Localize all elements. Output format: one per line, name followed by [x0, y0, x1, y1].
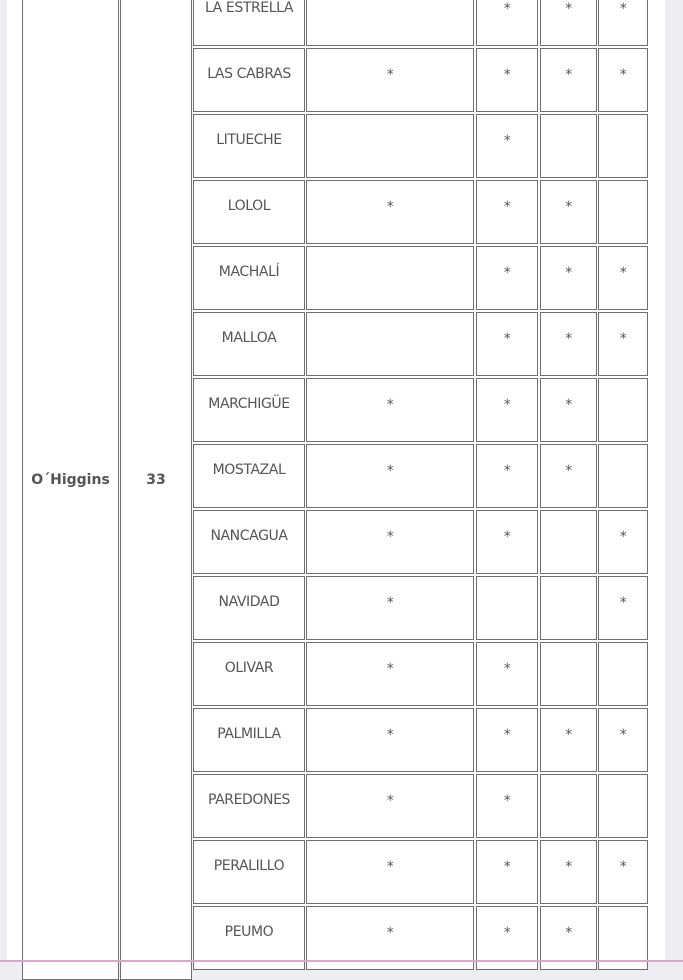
commune-name-cell — [193, 48, 305, 112]
mark-cell-2 — [476, 246, 538, 310]
commune-name-cell — [193, 642, 305, 706]
commune-name-cell — [193, 0, 305, 46]
mark-cell-3 — [540, 774, 597, 838]
mark: * — [619, 265, 627, 281]
mark: * — [503, 859, 511, 875]
commune-name: MARCHIGÜE — [208, 396, 290, 412]
mark: * — [386, 793, 394, 809]
mark-cell-3 — [540, 378, 597, 442]
commune-name-cell — [193, 840, 305, 904]
mark-cell-4 — [598, 180, 648, 244]
mark-cell-4 — [598, 708, 648, 772]
mark: * — [565, 199, 572, 215]
mark: * — [619, 727, 627, 743]
mark: * — [503, 1, 511, 17]
commune-name: PAREDONES — [207, 792, 291, 808]
mark-cell-3 — [540, 840, 597, 904]
mark-cell-1 — [306, 0, 474, 46]
commune-name: LAS CABRAS — [207, 66, 291, 82]
mark-cell-3 — [540, 708, 597, 772]
commune-name: LOLOL — [227, 198, 271, 214]
mark-cell-2 — [476, 510, 538, 574]
mark: * — [565, 265, 572, 281]
mark-cell-1 — [306, 708, 474, 772]
mark: * — [503, 133, 511, 149]
mark: * — [503, 199, 511, 215]
mark-cell-4 — [598, 444, 648, 508]
mark: * — [619, 859, 627, 875]
commune-name: LA ESTRELLA — [204, 0, 294, 16]
mark-cell-3 — [540, 510, 597, 574]
commune-count: 33 — [146, 472, 166, 488]
mark-cell-3 — [540, 576, 597, 640]
mark-cell-3 — [540, 48, 597, 112]
mark-cell-2 — [476, 180, 538, 244]
commune-name: LITUECHE — [216, 132, 282, 148]
mark-cell-4 — [598, 114, 648, 178]
mark: * — [503, 67, 511, 83]
mark-cell-2 — [476, 378, 538, 442]
mark-cell-1 — [306, 180, 474, 244]
mark-cell-4 — [598, 642, 648, 706]
mark: * — [386, 67, 394, 83]
commune-name: PERALILLO — [213, 858, 285, 874]
commune-name-cell — [193, 378, 305, 442]
mark: * — [619, 67, 627, 83]
mark: * — [619, 331, 627, 347]
mark: * — [565, 331, 572, 347]
mark: * — [503, 661, 511, 677]
mark: * — [565, 463, 572, 479]
commune-count-cell — [120, 0, 192, 980]
mark-cell-1 — [306, 444, 474, 508]
mark-cell-3 — [540, 444, 597, 508]
mark-cell-1 — [306, 312, 474, 376]
mark-cell-1 — [306, 48, 474, 112]
mark: * — [503, 925, 511, 941]
mark-cell-2 — [476, 0, 538, 46]
mark-cell-1 — [306, 774, 474, 838]
mark: * — [503, 727, 511, 743]
commune-name-cell — [193, 246, 305, 310]
commune-name: PALMILLA — [217, 726, 281, 742]
commune-name: MALLOA — [221, 330, 277, 346]
mark: * — [503, 793, 511, 809]
mark: * — [503, 265, 511, 281]
mark: * — [565, 925, 572, 941]
mark: * — [386, 859, 394, 875]
mark-cell-1 — [306, 378, 474, 442]
mark: * — [565, 67, 572, 83]
mark-cell-2 — [476, 312, 538, 376]
commune-name: NANCAGUA — [210, 528, 288, 544]
region-cell — [22, 0, 119, 980]
mark: * — [386, 199, 394, 215]
mark: * — [386, 925, 394, 941]
mark-cell-4 — [598, 840, 648, 904]
mark-cell-2 — [476, 114, 538, 178]
mark: * — [565, 727, 572, 743]
commune-name-cell — [193, 180, 305, 244]
mark-cell-4 — [598, 576, 648, 640]
mark-cell-1 — [306, 246, 474, 310]
mark: * — [619, 595, 627, 611]
mark-cell-2 — [476, 576, 538, 640]
mark: * — [565, 1, 572, 17]
commune-name-cell — [193, 510, 305, 574]
mark-cell-1 — [306, 114, 474, 178]
commune-name-cell — [193, 774, 305, 838]
mark-cell-3 — [540, 0, 597, 46]
mark-cell-4 — [598, 0, 648, 46]
commune-name-cell — [193, 576, 305, 640]
commune-name: PEUMO — [224, 924, 274, 940]
mark: * — [565, 859, 572, 875]
mark-cell-3 — [540, 246, 597, 310]
commune-name: MACHALÍ — [218, 264, 280, 280]
mark-cell-1 — [306, 840, 474, 904]
mark-cell-4 — [598, 48, 648, 112]
mark-cell-2 — [476, 840, 538, 904]
mark-cell-1 — [306, 576, 474, 640]
mark-cell-3 — [540, 312, 597, 376]
mark-cell-1 — [306, 510, 474, 574]
commune-name-cell — [193, 708, 305, 772]
mark-cell-3 — [540, 642, 597, 706]
region-name: O´Higgins — [31, 472, 110, 488]
mark: * — [619, 1, 627, 17]
mark-cell-3 — [540, 114, 597, 178]
commune-name-cell — [193, 312, 305, 376]
mark-cell-4 — [598, 312, 648, 376]
mark: * — [386, 397, 394, 413]
mark-cell-2 — [476, 48, 538, 112]
mark: * — [386, 529, 394, 545]
commune-name-cell — [193, 444, 305, 508]
mark: * — [386, 463, 394, 479]
mark-cell-4 — [598, 510, 648, 574]
mark: * — [619, 529, 627, 545]
mark-cell-4 — [598, 246, 648, 310]
mark: * — [565, 397, 572, 413]
mark: * — [386, 595, 394, 611]
commune-name-cell — [193, 114, 305, 178]
mark-cell-2 — [476, 708, 538, 772]
commune-name: NAVIDAD — [218, 594, 280, 610]
mark-cell-2 — [476, 774, 538, 838]
commune-name: OLIVAR — [224, 660, 274, 676]
mark: * — [386, 727, 394, 743]
mark-cell-4 — [598, 378, 648, 442]
mark-cell-2 — [476, 444, 538, 508]
mark: * — [503, 529, 511, 545]
mark: * — [503, 331, 511, 347]
commune-name: MOSTAZAL — [212, 462, 286, 478]
mark: * — [503, 463, 511, 479]
mark: * — [386, 661, 394, 677]
mark-cell-2 — [476, 642, 538, 706]
mark-cell-3 — [540, 180, 597, 244]
mark-cell-1 — [306, 642, 474, 706]
mark-cell-4 — [598, 774, 648, 838]
mark: * — [503, 397, 511, 413]
